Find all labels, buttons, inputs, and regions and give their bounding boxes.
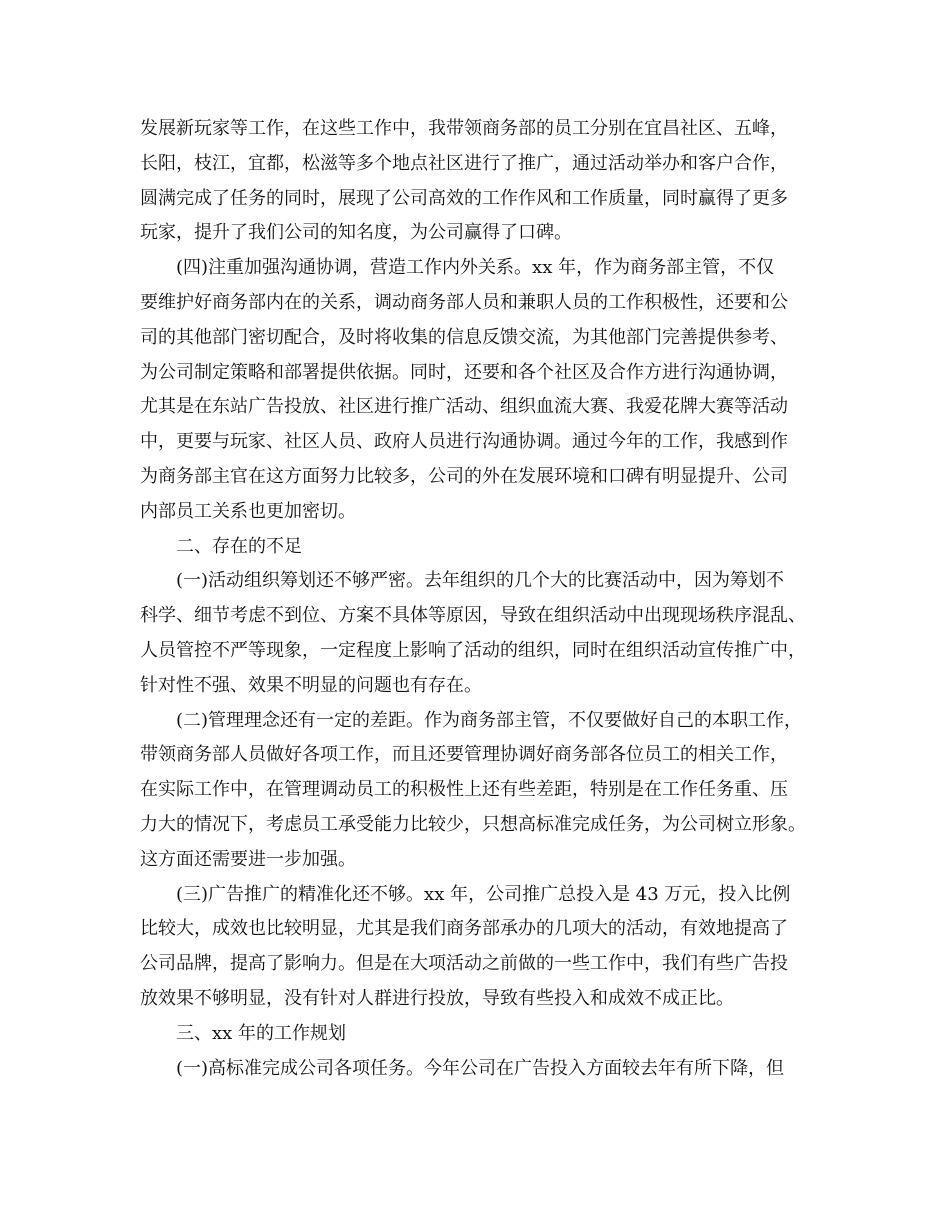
- text-line: 为公司制定策略和部署提供依据。同时，还要和各个社区及合作方进行沟通协调，: [140, 361, 788, 383]
- text-line: 尤其是在东站广告投放、社区进行推广活动、组织血流大赛、我爱花牌大赛等活动: [140, 396, 788, 418]
- text-line: 力大的情况下，考虑员工承受能力比较少，只想高标准完成任务，为公司树立形象。: [140, 813, 806, 835]
- text-line: (一)高标准完成公司各项任务。今年公司在广告投入方面较去年有所下降，但: [176, 1057, 785, 1079]
- text-line: (一)活动组织筹划还不够严密。去年组织的几个大的比赛活动中，因为筹划不: [176, 570, 785, 592]
- text-line: 玩家，提升了我们公司的知名度，为公司赢得了口碑。: [140, 222, 572, 244]
- text-line: 在实际工作中，在管理调动员工的积极性上还有些差距，特别是在工作任务重、压: [140, 779, 788, 801]
- text-line: 内部员工关系也更加密切。: [140, 500, 356, 522]
- text-line: 针对性不强、效果不明显的问题也有存在。: [140, 674, 482, 696]
- text-line: (二)管理理念还有一定的差距。作为商务部主管，不仅要做好自己的本职工作，: [176, 709, 803, 731]
- text-line: 要维护好商务部内在的关系，调动商务部人员和兼职人员的工作积极性，还要和公: [140, 291, 788, 313]
- text-line: 放效果不够明显，没有针对人群进行投放，导致有些投入和成效不成正比。: [140, 987, 734, 1009]
- text-line: (三)广告推广的精准化还不够。xx 年，公司推广总投入是 43 万元，投入比例: [176, 883, 791, 905]
- text-line: 带领商务部人员做好各项工作，而且还要管理协调好商务部各位员工的相关工作，: [140, 744, 788, 766]
- text-line: 公司品牌，提高了影响力。但是在大项活动之前做的一些工作中，我们有些广告投: [140, 953, 788, 975]
- text-line: 中，更要与玩家、社区人员、政府人员进行沟通协调。通过今年的工作，我感到作: [140, 431, 788, 453]
- text-line: 为商务部主官在这方面努力比较多，公司的外在发展环境和口碑有明显提升、公司: [140, 465, 788, 487]
- document-body: [140, 112, 820, 1086]
- text-line: 科学、细节考虑不到位、方案不具体等原因，导致在组织活动中出现现场秩序混乱、: [140, 605, 806, 627]
- text-line: (四)注重加强沟通协调，营造工作内外关系。xx 年，作为商务部主管，不仅: [176, 257, 775, 279]
- text-line: 人员管控不严等现象，一定程度上影响了活动的组织，同时在组织活动宣传推广中，: [140, 639, 806, 661]
- text-line: 圆满完成了任务的同时，展现了公司高效的工作作风和工作质量，同时赢得了更多: [140, 187, 788, 209]
- text-line: 二、存在的不足: [176, 535, 302, 557]
- text-line: 比较大，成效也比较明显，尤其是我们商务部承办的几项大的活动，有效地提高了: [140, 918, 788, 940]
- text-line: 发展新玩家等工作，在这些工作中，我带领商务部的员工分别在宜昌社区、五峰，: [140, 118, 788, 139]
- text-line: 这方面还需要进一步加强。: [140, 848, 356, 870]
- text-line: 长阳，枝江，宜都，松滋等多个地点社区进行了推广，通过活动举办和客户合作，: [140, 152, 788, 174]
- text-line: 司的其他部门密切配合，及时将收集的信息反馈交流，为其他部门完善提供参考、: [140, 326, 788, 348]
- text-line: 三、xx 年的工作规划: [176, 1022, 347, 1044]
